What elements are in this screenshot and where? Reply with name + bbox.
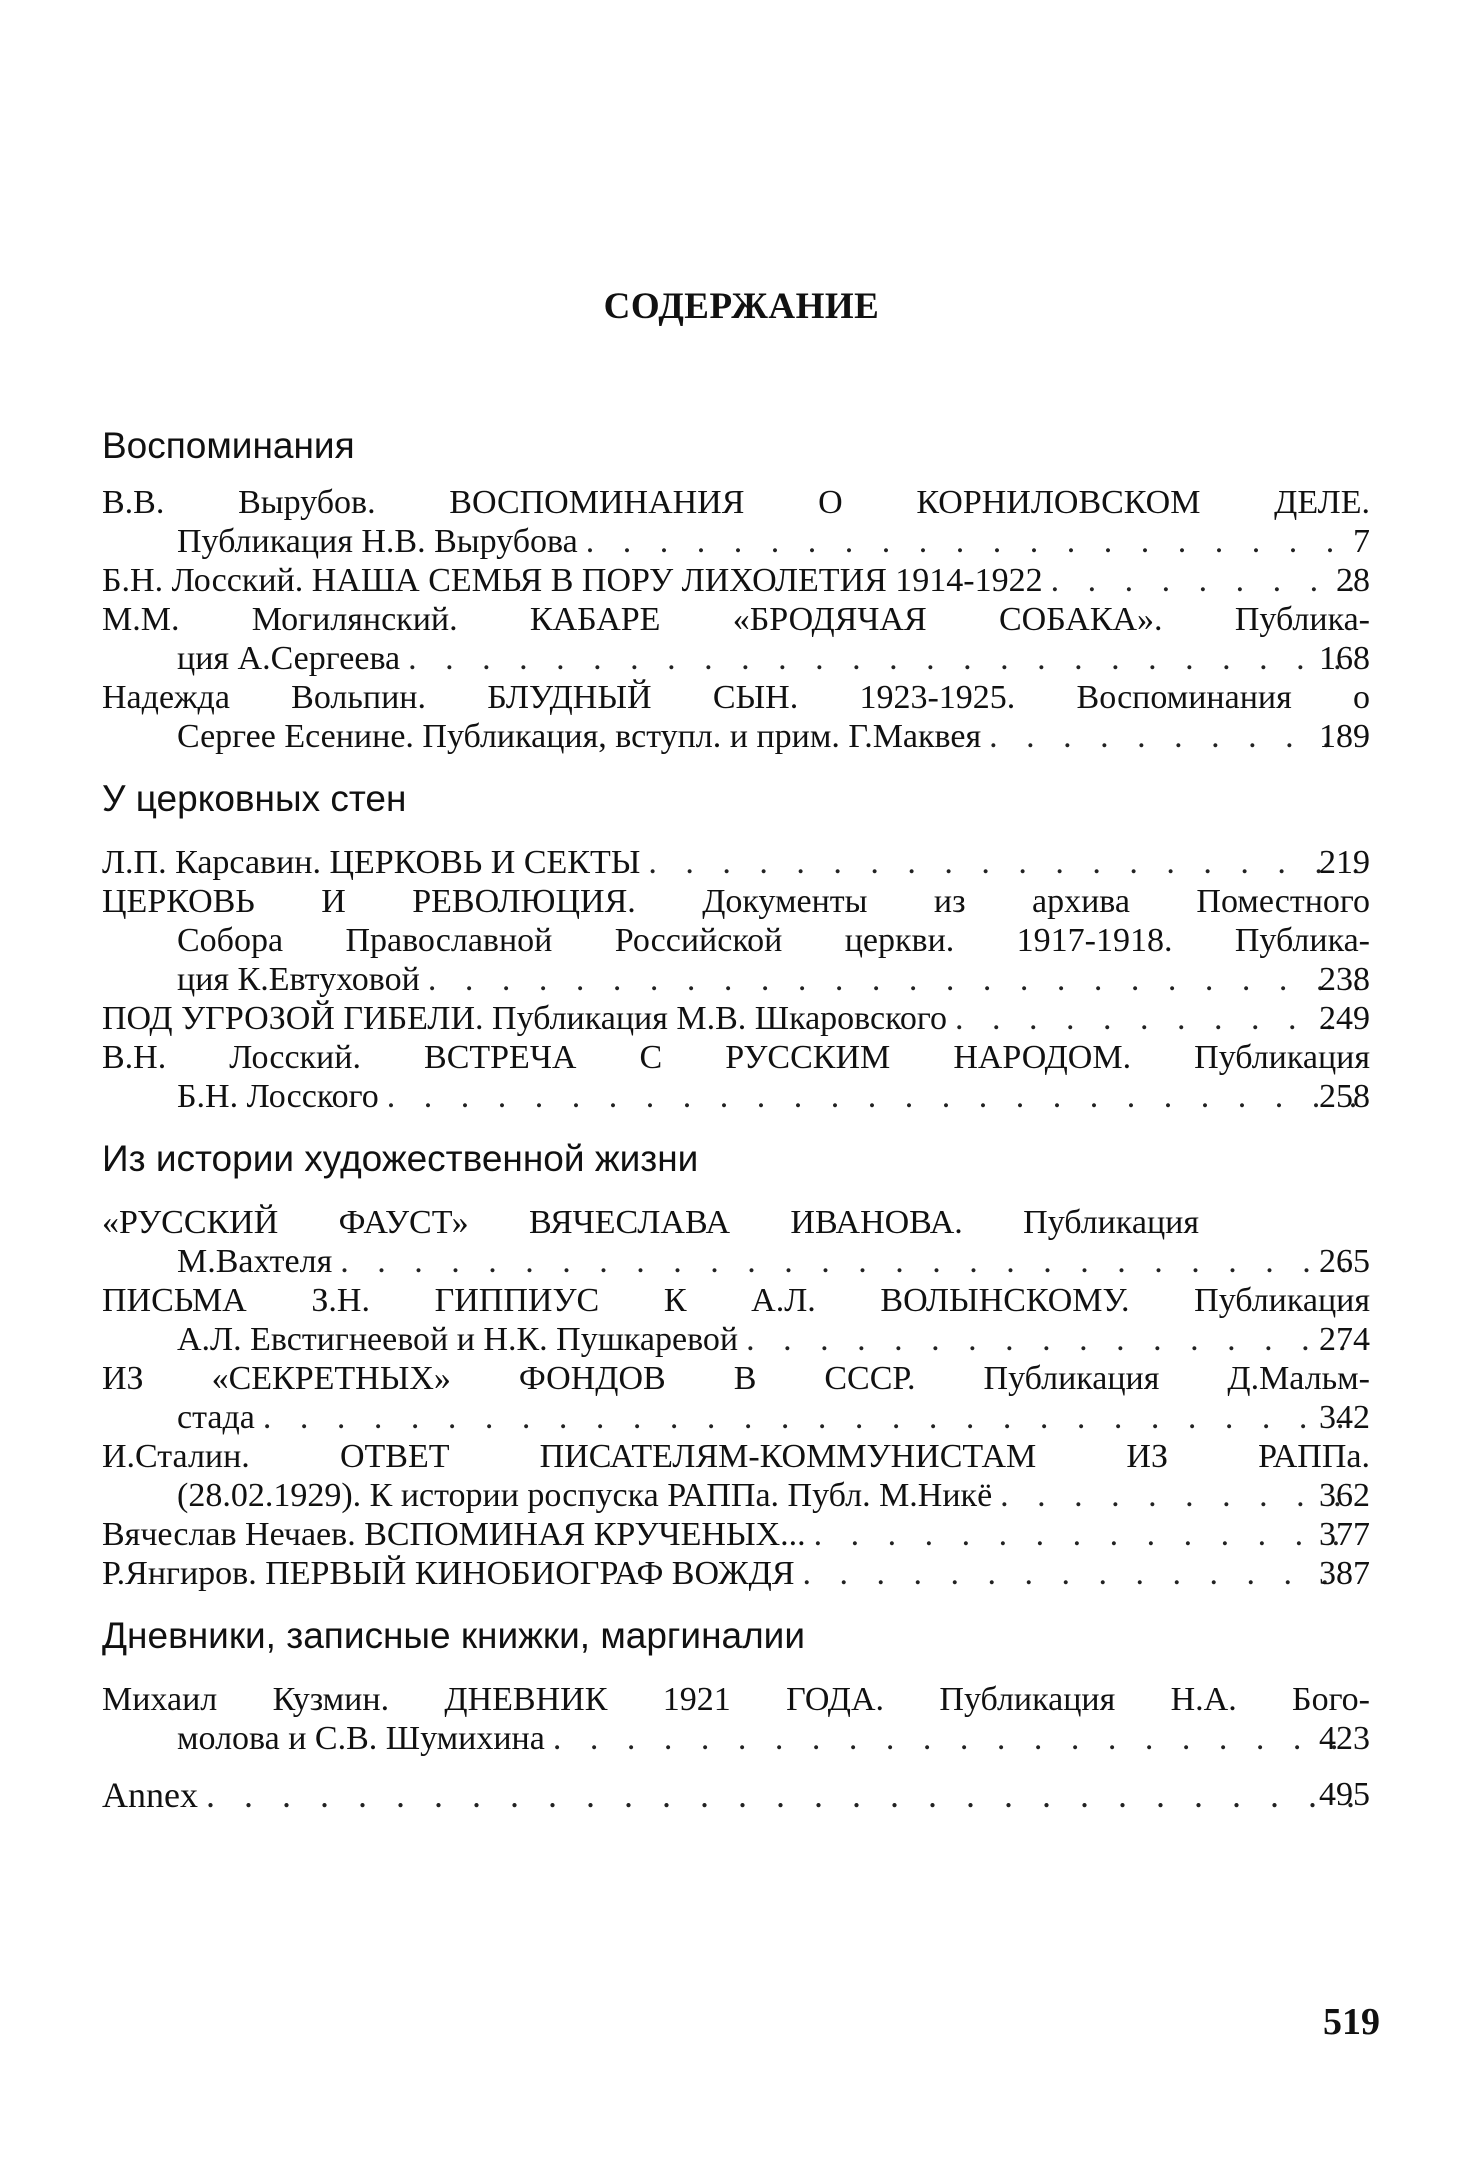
- leader-dots: [553, 1719, 1360, 1759]
- toc-entry-line: Надежда Вольпин. БЛУДНЫЙ СЫН. 1923-1925. Воспоминания о: [102, 679, 1370, 716]
- toc-entry-line: ПОД УГРОЗОЙ ГИБЕЛИ. Публикация М.В. Шкаровского . . .: [102, 999, 1370, 1039]
- toc-entry-line: ИЗ «СЕКРЕТНЫХ» ФОНДОВ В СССР. Публикация Д.Мальм-: [102, 1360, 1370, 1397]
- leader-dots: [340, 1242, 1360, 1282]
- toc-page-ref: 238: [1319, 961, 1370, 998]
- toc-entry-line: Л.П. Карсавин. ЦЕРКОВЬ И СЕКТЫ . . .: [102, 843, 1370, 883]
- leader-dots: [428, 960, 1360, 1000]
- leader-dots: [387, 1077, 1360, 1117]
- toc-entry-line: молова и С.В. Шумихина . . .: [177, 1719, 1370, 1759]
- leader-dots: [814, 1515, 1360, 1555]
- toc-entry-line: И.Сталин. ОТВЕТ ПИСАТЕЛЯМ-КОММУНИСТАМ ИЗ РАППа.: [102, 1438, 1370, 1475]
- toc-entry-line: ция К.Евтуховой . . .: [177, 960, 1370, 1000]
- leader-dots: [206, 1775, 1360, 1815]
- toc-entry-line: Б.Н. Лосского . . .: [177, 1077, 1370, 1117]
- toc-entry-line: ЦЕРКОВЬ И РЕВОЛЮЦИЯ. Документы из архива Поместного: [102, 883, 1370, 920]
- toc-page-ref: 362: [1319, 1477, 1370, 1514]
- toc-entry-line: Б.Н. Лосский. НАША СЕМЬЯ В ПОРУ ЛИХОЛЕТИЯ 1914-1922 . . .: [102, 561, 1370, 601]
- section-heading-diaries: Дневники, записные книжки, маргиналии: [102, 1615, 806, 1656]
- section-heading-church: У церковных стен: [102, 778, 407, 819]
- leader-dots: [586, 522, 1360, 562]
- toc-page-ref: 189: [1319, 718, 1370, 755]
- toc-entry-line: М.М. Могилянский. КАБАРЕ «БРОДЯЧАЯ СОБАКА». Публика-: [102, 601, 1370, 638]
- toc-page-ref: 274: [1319, 1321, 1370, 1358]
- toc-page-ref: 168: [1319, 640, 1370, 677]
- section-heading-memoirs: Воспоминания: [102, 425, 355, 466]
- toc-entry-line: Михаил Кузмин. ДНЕВНИК 1921 ГОДА. Публикация Н.А. Бого-: [102, 1681, 1370, 1718]
- toc-page-ref: 423: [1319, 1720, 1370, 1757]
- toc-entry-line: Собора Православной Российской церкви. 1917-1918. Публика-: [177, 922, 1370, 959]
- toc-entry-line: стада . . .: [177, 1398, 1370, 1438]
- toc-entry-line: Р.Янгиров. ПЕРВЫЙ КИНОБИОГРАФ ВОЖДЯ . . .: [102, 1554, 1370, 1594]
- toc-entry-line: Публикация Н.В. Вырубова . . .: [177, 522, 1370, 562]
- toc-page-ref: 7: [1353, 523, 1370, 560]
- page-number: 519: [1323, 2001, 1380, 2043]
- toc-entry-line: В.В. Вырубов. ВОСПОМИНАНИЯ О КОРНИЛОВСКОМ ДЕЛЕ.: [102, 484, 1370, 521]
- toc-entry-line: М.Вахтеля . . .: [177, 1242, 1370, 1282]
- toc-entry-line: В.Н. Лосский. ВСТРЕЧА С РУССКИМ НАРОДОМ. Публикация: [102, 1039, 1370, 1076]
- toc-page-ref: 342: [1319, 1399, 1370, 1436]
- toc-entry-line: А.Л. Евстигнеевой и Н.К. Пушкаревой . . .: [177, 1320, 1370, 1360]
- leader-dots: [648, 843, 1360, 883]
- toc-entry-line: ция А.Сергеева . . .: [177, 639, 1370, 679]
- leader-dots: [746, 1320, 1360, 1360]
- toc-page-ref: 28: [1336, 562, 1370, 599]
- toc-entry-line: «РУССКИЙ ФАУСТ» ВЯЧЕСЛАВА ИВАНОВА. Публикация: [102, 1204, 1199, 1241]
- toc-entry-line: ПИСЬМА З.Н. ГИППИУС К А.Л. ВОЛЫНСКОМУ. Публикация: [102, 1282, 1370, 1319]
- toc-page-ref: 258: [1319, 1078, 1370, 1115]
- section-heading-art-life: Из истории художественной жизни: [102, 1138, 699, 1179]
- toc-title: СОДЕРЖАНИЕ: [603, 286, 880, 327]
- toc-entry-line: Вячеслав Нечаев. ВСПОМИНАЯ КРУЧЕНЫХ... . . .: [102, 1515, 1370, 1555]
- toc-entry-line: Сергее Есенине. Публикация, вступл. и прим. Г.Маквея . . .: [177, 717, 1370, 757]
- toc-page-ref: 265: [1319, 1243, 1370, 1280]
- toc-page-ref: 219: [1319, 844, 1370, 881]
- toc-page-ref: 249: [1319, 1000, 1370, 1037]
- toc-entry-annex: Annex . . .: [102, 1775, 1370, 1815]
- toc-page-ref: 377: [1319, 1516, 1370, 1553]
- leader-dots: [408, 639, 1360, 679]
- toc-page-ref: 387: [1319, 1555, 1370, 1592]
- leader-dots: [263, 1398, 1360, 1438]
- toc-entry-line: (28.02.1929). К истории роспуска РАППа. Публ. М.Никё . . .: [177, 1476, 1370, 1516]
- toc-page-ref: 495: [1319, 1776, 1370, 1813]
- leader-dots: [803, 1554, 1360, 1594]
